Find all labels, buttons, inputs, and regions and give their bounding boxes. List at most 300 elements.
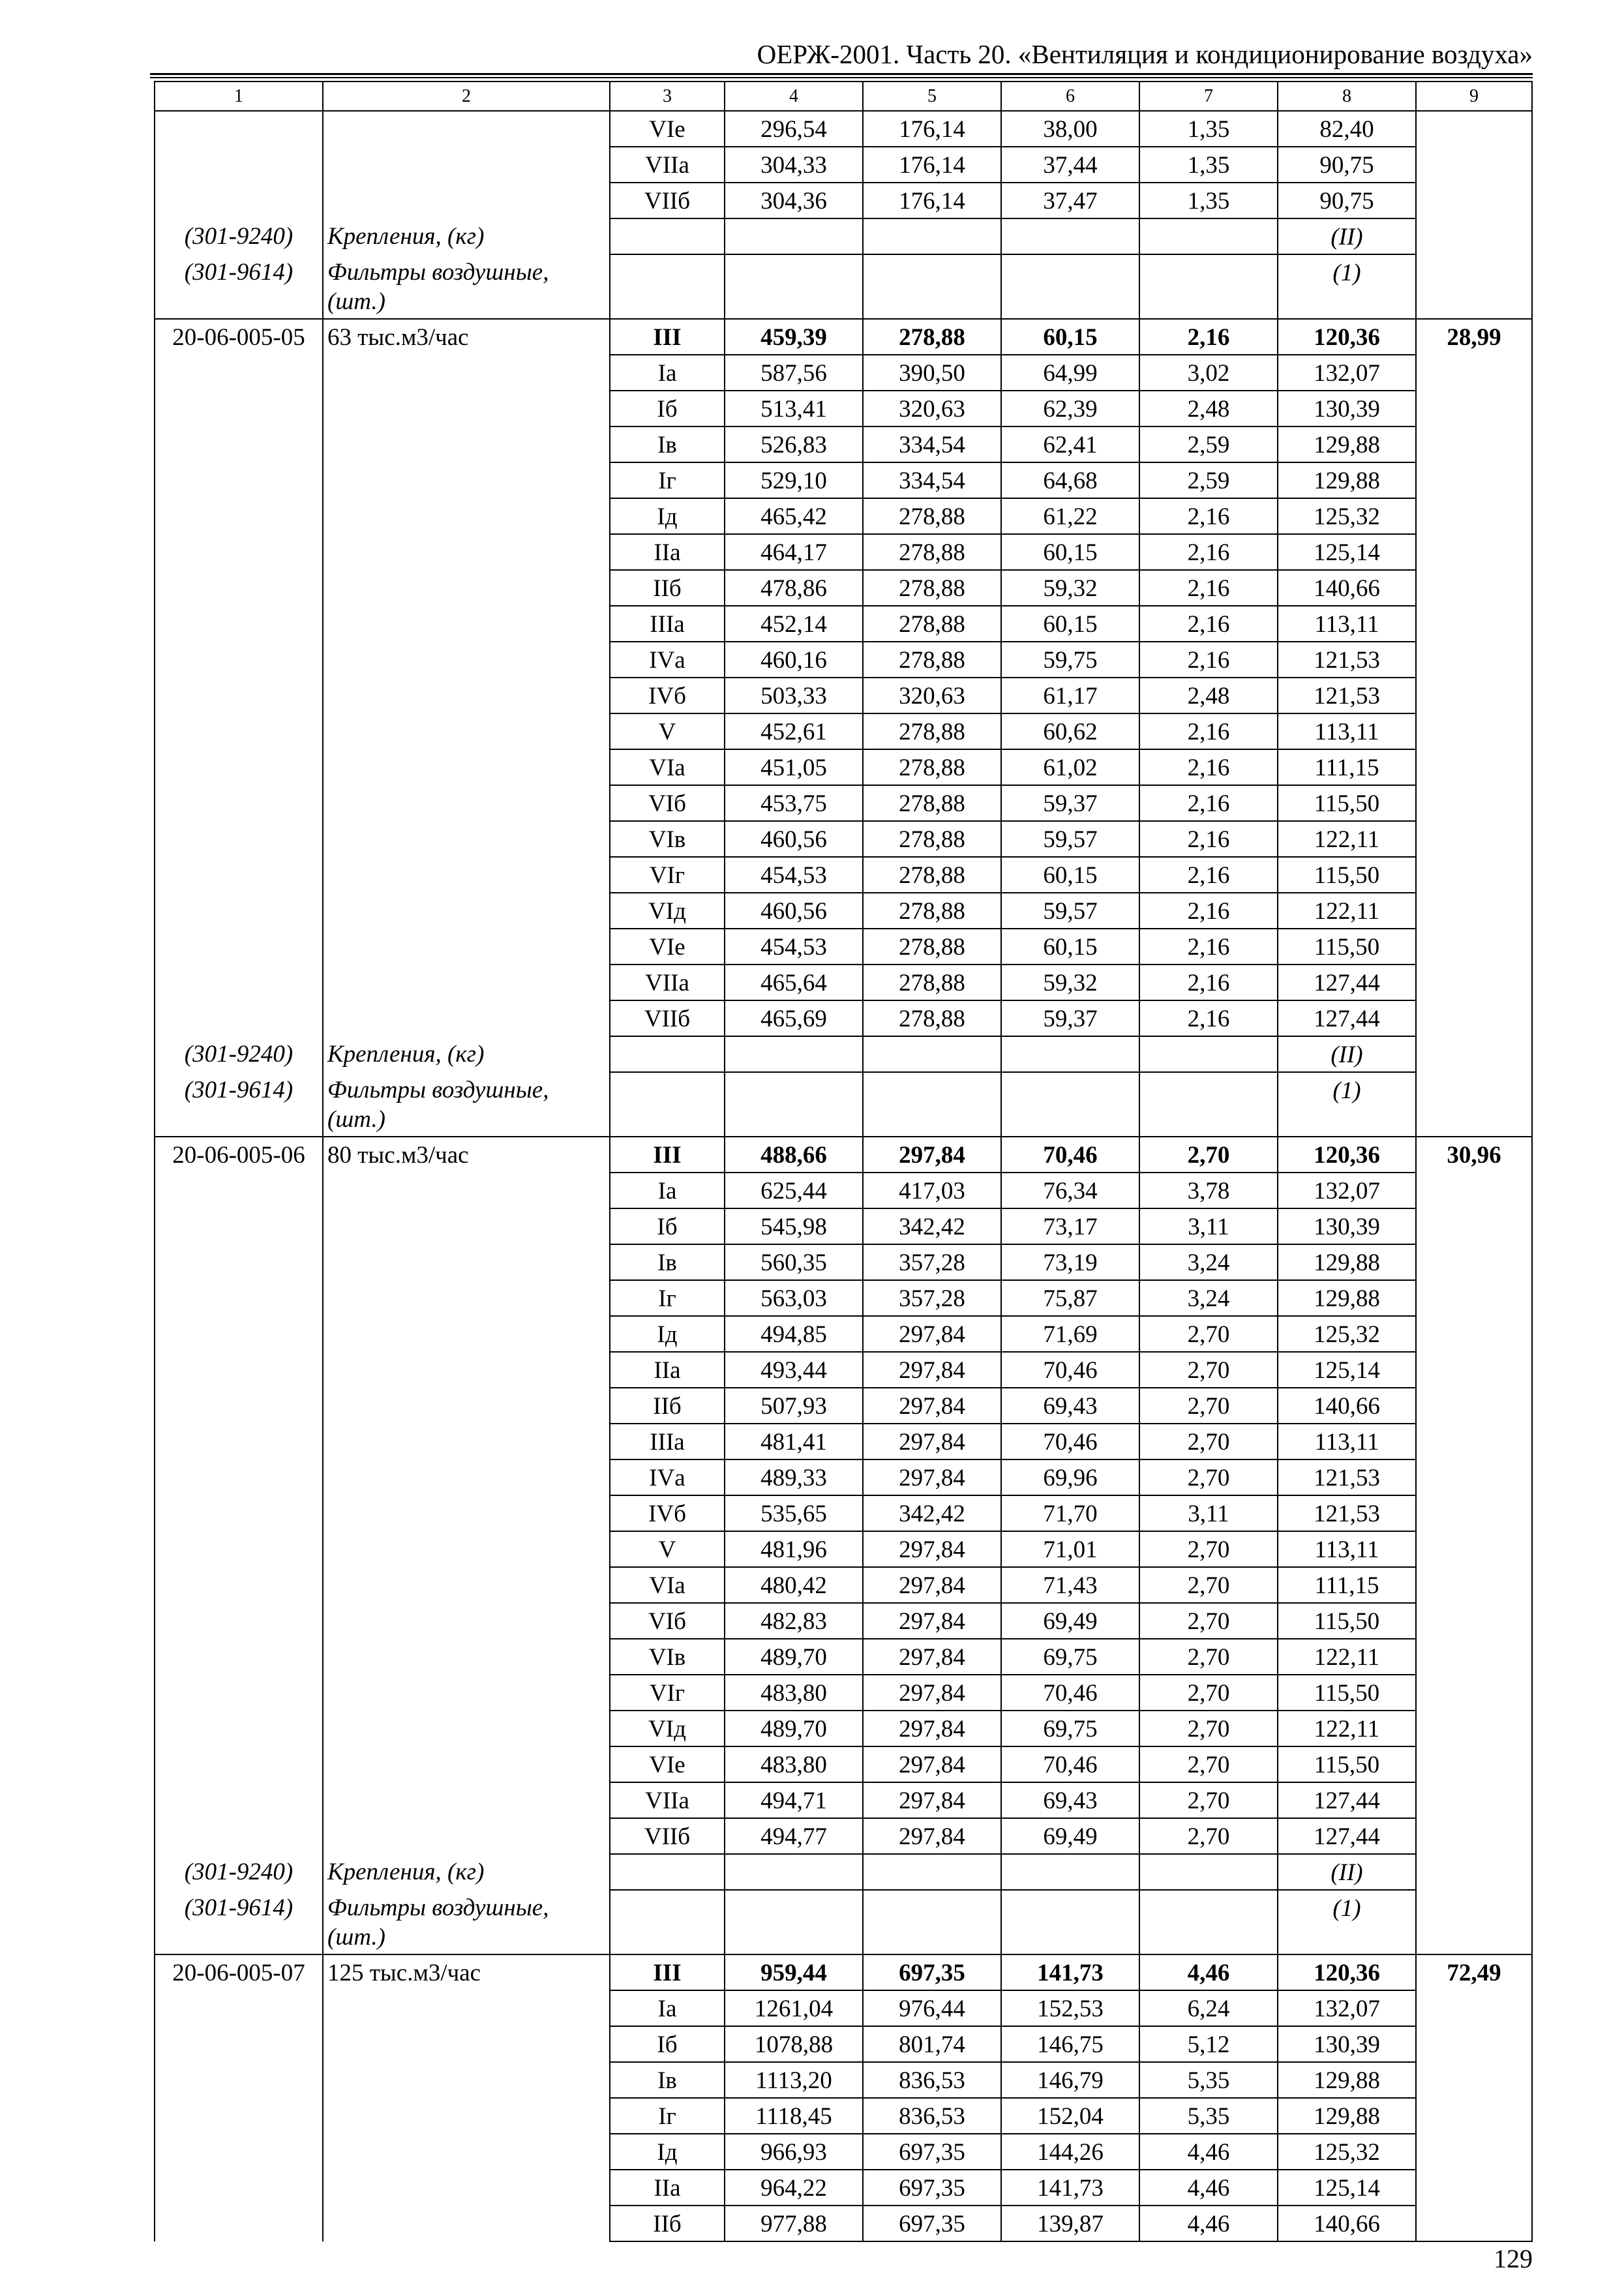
value-cell: 115,50: [1278, 785, 1416, 821]
value-cell: 2,16: [1139, 749, 1278, 785]
value-cell: 61,22: [1001, 498, 1139, 534]
zone-cell: VIIб: [610, 183, 725, 218]
value-cell: 2,70: [1139, 1352, 1278, 1388]
value-cell: 452,61: [725, 713, 863, 749]
value-cell: 2,48: [1139, 678, 1278, 713]
value-cell: 71,70: [1001, 1495, 1139, 1531]
value-cell: 5,35: [1139, 2062, 1278, 2098]
value-cell: 113,11: [1278, 606, 1416, 642]
value-cell: 297,84: [863, 1782, 1001, 1818]
value-cell: 59,32: [1001, 965, 1139, 1000]
value-cell: 836,53: [863, 2098, 1001, 2134]
resource-row: [155, 218, 1532, 254]
value-cell: 38,00: [1001, 111, 1139, 147]
value-cell: 64,68: [1001, 462, 1139, 498]
value-cell: 482,83: [725, 1603, 863, 1639]
value-cell: 464,17: [725, 534, 863, 570]
zone-cell: III: [610, 1954, 725, 1990]
value-cell: 1,35: [1139, 183, 1278, 218]
column-number-row: [155, 82, 1532, 111]
value-cell: 587,56: [725, 355, 863, 391]
zone-cell: IIа: [610, 534, 725, 570]
value-cell: 73,19: [1001, 1244, 1139, 1280]
value-cell: 977,88: [725, 2206, 863, 2241]
value-cell: 489,70: [725, 1639, 863, 1675]
value-cell: 2,16: [1139, 606, 1278, 642]
table-row: [155, 319, 1532, 355]
value-cell: 122,11: [1278, 1711, 1416, 1746]
value-cell: 59,37: [1001, 1000, 1139, 1036]
value-cell: 2,70: [1139, 1746, 1278, 1782]
resource-code: (301-9240): [155, 1036, 323, 1072]
empty-cell: [1001, 254, 1139, 319]
value-cell: 1261,04: [725, 1990, 863, 2026]
value-cell: 976,44: [863, 1990, 1001, 2026]
value-cell: 59,32: [1001, 570, 1139, 606]
zone-cell: VIIб: [610, 1000, 725, 1036]
table-row: [155, 111, 1532, 147]
value-cell: 125,32: [1278, 1316, 1416, 1352]
value-cell: 801,74: [863, 2026, 1001, 2062]
value-cell: 278,88: [863, 929, 1001, 965]
zone-cell: IVа: [610, 1459, 725, 1495]
value-cell: 75,87: [1001, 1280, 1139, 1316]
value-cell: 111,15: [1278, 1567, 1416, 1603]
value-cell: 125,32: [1278, 498, 1416, 534]
zone-cell: VIв: [610, 821, 725, 857]
empty-cell: [610, 1854, 725, 1890]
value-cell: 3,11: [1139, 1208, 1278, 1244]
value-cell: 526,83: [725, 426, 863, 462]
zone-cell: VIIа: [610, 147, 725, 183]
value-cell: 152,04: [1001, 2098, 1139, 2134]
labor-cost: 30,96: [1416, 1137, 1532, 1954]
value-cell: 278,88: [863, 785, 1001, 821]
header-rule-thin: [150, 77, 1533, 78]
zone-cell: VIб: [610, 1603, 725, 1639]
value-cell: 140,66: [1278, 2206, 1416, 2241]
value-cell: 69,75: [1001, 1639, 1139, 1675]
value-cell: 70,46: [1001, 1352, 1139, 1388]
column-number: 1: [155, 82, 323, 111]
value-cell: 697,35: [863, 2170, 1001, 2206]
empty-cell: [610, 1072, 725, 1137]
zone-cell: Iа: [610, 1173, 725, 1208]
value-cell: 2,70: [1139, 1818, 1278, 1854]
value-cell: 129,88: [1278, 426, 1416, 462]
value-cell: 176,14: [863, 111, 1001, 147]
zone-cell: VIе: [610, 1746, 725, 1782]
name-cell: [323, 111, 610, 218]
resource-row: [155, 1036, 1532, 1072]
zone-cell: Iб: [610, 1208, 725, 1244]
empty-cell: [725, 1036, 863, 1072]
zone-cell: IIб: [610, 570, 725, 606]
value-cell: 121,53: [1278, 1459, 1416, 1495]
value-cell: 70,46: [1001, 1675, 1139, 1711]
value-cell: 73,17: [1001, 1208, 1139, 1244]
value-cell: 297,84: [863, 1639, 1001, 1675]
value-cell: 2,70: [1139, 1316, 1278, 1352]
value-cell: 115,50: [1278, 1675, 1416, 1711]
rate-code: 20-06-005-07: [155, 1954, 323, 2241]
value-cell: 61,02: [1001, 749, 1139, 785]
empty-cell: [863, 1036, 1001, 1072]
value-cell: 146,75: [1001, 2026, 1139, 2062]
value-cell: 113,11: [1278, 1424, 1416, 1459]
value-cell: 1,35: [1139, 147, 1278, 183]
code-cell: [155, 111, 323, 218]
value-cell: 278,88: [863, 642, 1001, 678]
value-cell: 2,16: [1139, 498, 1278, 534]
value-cell: 129,88: [1278, 462, 1416, 498]
value-cell: 483,80: [725, 1675, 863, 1711]
value-cell: 5,12: [1139, 2026, 1278, 2062]
value-cell: 60,15: [1001, 929, 1139, 965]
zone-cell: IVа: [610, 642, 725, 678]
value-cell: 82,40: [1278, 111, 1416, 147]
value-cell: 115,50: [1278, 857, 1416, 893]
value-cell: 535,65: [725, 1495, 863, 1531]
value-cell: 125,14: [1278, 1352, 1416, 1388]
value-cell: 2,16: [1139, 785, 1278, 821]
rate-code: 20-06-005-06: [155, 1137, 323, 1854]
zone-cell: Iа: [610, 355, 725, 391]
value-cell: 454,53: [725, 857, 863, 893]
value-cell: 4,46: [1139, 2170, 1278, 2206]
value-cell: 278,88: [863, 821, 1001, 857]
value-cell: 297,84: [863, 1424, 1001, 1459]
value-cell: 69,49: [1001, 1603, 1139, 1639]
value-cell: 2,70: [1139, 1639, 1278, 1675]
empty-cell: [1139, 1854, 1278, 1890]
value-cell: 3,24: [1139, 1244, 1278, 1280]
value-cell: 2,70: [1139, 1459, 1278, 1495]
empty-cell: [1001, 218, 1139, 254]
empty-cell: [863, 1890, 1001, 1954]
value-cell: 2,70: [1139, 1567, 1278, 1603]
empty-cell: [1001, 1072, 1139, 1137]
value-cell: 4,46: [1139, 2206, 1278, 2241]
value-cell: 297,84: [863, 1531, 1001, 1567]
value-cell: 113,11: [1278, 1531, 1416, 1567]
value-cell: 278,88: [863, 1000, 1001, 1036]
value-cell: 1078,88: [725, 2026, 863, 2062]
value-cell: 37,47: [1001, 183, 1139, 218]
zone-cell: VIа: [610, 749, 725, 785]
value-cell: 2,70: [1139, 1531, 1278, 1567]
value-cell: 121,53: [1278, 642, 1416, 678]
value-cell: 59,37: [1001, 785, 1139, 821]
value-cell: 481,96: [725, 1531, 863, 1567]
value-cell: 4,46: [1139, 2134, 1278, 2170]
value-cell: 1118,45: [725, 2098, 863, 2134]
zone-cell: III: [610, 319, 725, 355]
value-cell: 390,50: [863, 355, 1001, 391]
total-cell: [1416, 111, 1532, 319]
header-rule: [150, 73, 1533, 75]
value-cell: 69,43: [1001, 1388, 1139, 1424]
value-cell: 320,63: [863, 391, 1001, 426]
zone-cell: Iа: [610, 1990, 725, 2026]
value-cell: 60,15: [1001, 857, 1139, 893]
value-cell: 966,93: [725, 2134, 863, 2170]
resource-value: (1): [1278, 1072, 1416, 1137]
value-cell: 2,70: [1139, 1711, 1278, 1746]
value-cell: 129,88: [1278, 2062, 1416, 2098]
value-cell: 129,88: [1278, 1280, 1416, 1316]
value-cell: 152,53: [1001, 1990, 1139, 2026]
zone-cell: VIа: [610, 1567, 725, 1603]
value-cell: 127,44: [1278, 1782, 1416, 1818]
value-cell: 125,32: [1278, 2134, 1416, 2170]
value-cell: 454,53: [725, 929, 863, 965]
value-cell: 697,35: [863, 2134, 1001, 2170]
value-cell: 176,14: [863, 147, 1001, 183]
value-cell: 113,11: [1278, 713, 1416, 749]
resource-code: (301-9614): [155, 254, 323, 319]
resource-name: Фильтры воздушные, (шт.): [323, 254, 610, 319]
empty-cell: [1001, 1036, 1139, 1072]
value-cell: 297,84: [863, 1316, 1001, 1352]
empty-cell: [610, 218, 725, 254]
empty-cell: [725, 218, 863, 254]
value-cell: 278,88: [863, 606, 1001, 642]
value-cell: 2,59: [1139, 426, 1278, 462]
empty-cell: [610, 1036, 725, 1072]
value-cell: 70,46: [1001, 1137, 1139, 1173]
value-cell: 121,53: [1278, 678, 1416, 713]
value-cell: 342,42: [863, 1208, 1001, 1244]
zone-cell: IIа: [610, 1352, 725, 1388]
empty-cell: [863, 218, 1001, 254]
value-cell: 125,14: [1278, 534, 1416, 570]
value-cell: 59,57: [1001, 821, 1139, 857]
value-cell: 489,70: [725, 1711, 863, 1746]
column-number: 6: [1001, 82, 1139, 111]
value-cell: 140,66: [1278, 1388, 1416, 1424]
value-cell: 304,33: [725, 147, 863, 183]
value-cell: 141,73: [1001, 2170, 1139, 2206]
zone-cell: IIIа: [610, 1424, 725, 1459]
value-cell: 964,22: [725, 2170, 863, 2206]
zone-cell: IIIа: [610, 606, 725, 642]
value-cell: 2,16: [1139, 713, 1278, 749]
zone-cell: VIе: [610, 111, 725, 147]
column-number: 9: [1416, 82, 1532, 111]
empty-cell: [1001, 1854, 1139, 1890]
resource-code: (301-9614): [155, 1890, 323, 1954]
zone-cell: V: [610, 1531, 725, 1567]
value-cell: 481,41: [725, 1424, 863, 1459]
value-cell: 357,28: [863, 1244, 1001, 1280]
value-cell: 297,84: [863, 1603, 1001, 1639]
value-cell: 125,14: [1278, 2170, 1416, 2206]
value-cell: 1113,20: [725, 2062, 863, 2098]
resource-value: (II): [1278, 1854, 1416, 1890]
labor-cost: 72,49: [1416, 1954, 1532, 2241]
empty-cell: [725, 1072, 863, 1137]
resource-name: Крепления, (кг): [323, 1854, 610, 1890]
empty-cell: [1139, 254, 1278, 319]
value-cell: 2,70: [1139, 1137, 1278, 1173]
value-cell: 2,70: [1139, 1782, 1278, 1818]
resource-code: (301-9240): [155, 1854, 323, 1890]
column-number: 3: [610, 82, 725, 111]
empty-cell: [610, 1890, 725, 1954]
value-cell: 459,39: [725, 319, 863, 355]
value-cell: 64,99: [1001, 355, 1139, 391]
value-cell: 836,53: [863, 2062, 1001, 2098]
resource-row: [155, 254, 1532, 319]
value-cell: 2,16: [1139, 642, 1278, 678]
table-body: [155, 82, 1532, 2241]
value-cell: 2,16: [1139, 857, 1278, 893]
resource-row: [155, 1072, 1532, 1137]
column-number: 7: [1139, 82, 1278, 111]
value-cell: 3,24: [1139, 1280, 1278, 1316]
value-cell: 130,39: [1278, 2026, 1416, 2062]
value-cell: 697,35: [863, 1954, 1001, 1990]
value-cell: 460,56: [725, 893, 863, 929]
value-cell: 297,84: [863, 1459, 1001, 1495]
value-cell: 127,44: [1278, 1000, 1416, 1036]
zone-cell: Iг: [610, 462, 725, 498]
value-cell: 465,64: [725, 965, 863, 1000]
value-cell: 493,44: [725, 1352, 863, 1388]
value-cell: 3,11: [1139, 1495, 1278, 1531]
value-cell: 2,48: [1139, 391, 1278, 426]
value-cell: 488,66: [725, 1137, 863, 1173]
resource-name: Крепления, (кг): [323, 1036, 610, 1072]
value-cell: 70,46: [1001, 1746, 1139, 1782]
empty-cell: [725, 1854, 863, 1890]
value-cell: 115,50: [1278, 929, 1416, 965]
value-cell: 90,75: [1278, 147, 1416, 183]
value-cell: 2,16: [1139, 965, 1278, 1000]
value-cell: 176,14: [863, 183, 1001, 218]
value-cell: 60,15: [1001, 606, 1139, 642]
value-cell: 69,49: [1001, 1818, 1139, 1854]
value-cell: 563,03: [725, 1280, 863, 1316]
value-cell: 513,41: [725, 391, 863, 426]
value-cell: 507,93: [725, 1388, 863, 1424]
value-cell: 304,36: [725, 183, 863, 218]
value-cell: 70,46: [1001, 1424, 1139, 1459]
value-cell: 3,02: [1139, 355, 1278, 391]
zone-cell: Iб: [610, 2026, 725, 2062]
value-cell: 320,63: [863, 678, 1001, 713]
value-cell: 146,79: [1001, 2062, 1139, 2098]
value-cell: 560,35: [725, 1244, 863, 1280]
labor-cost: 28,99: [1416, 319, 1532, 1137]
value-cell: 2,16: [1139, 570, 1278, 606]
zone-cell: VIIа: [610, 1782, 725, 1818]
value-cell: 4,46: [1139, 1954, 1278, 1990]
zone-cell: VIIб: [610, 1818, 725, 1854]
value-cell: 278,88: [863, 534, 1001, 570]
value-cell: 417,03: [863, 1173, 1001, 1208]
value-cell: 959,44: [725, 1954, 863, 1990]
resource-code: (301-9614): [155, 1072, 323, 1137]
value-cell: 60,15: [1001, 534, 1139, 570]
value-cell: 90,75: [1278, 183, 1416, 218]
value-cell: 62,41: [1001, 426, 1139, 462]
value-cell: 278,88: [863, 319, 1001, 355]
value-cell: 297,84: [863, 1675, 1001, 1711]
resource-row: [155, 1854, 1532, 1890]
value-cell: 111,15: [1278, 749, 1416, 785]
value-cell: 62,39: [1001, 391, 1139, 426]
zone-cell: VIг: [610, 1675, 725, 1711]
value-cell: 129,88: [1278, 2098, 1416, 2134]
empty-cell: [725, 1890, 863, 1954]
value-cell: 127,44: [1278, 1818, 1416, 1854]
zone-cell: VIIа: [610, 965, 725, 1000]
resource-value: (1): [1278, 254, 1416, 319]
zone-cell: Iв: [610, 426, 725, 462]
value-cell: 60,15: [1001, 319, 1139, 355]
value-cell: 122,11: [1278, 893, 1416, 929]
zone-cell: Iд: [610, 498, 725, 534]
value-cell: 494,71: [725, 1782, 863, 1818]
value-cell: 297,84: [863, 1352, 1001, 1388]
value-cell: 697,35: [863, 2206, 1001, 2241]
value-cell: 1,35: [1139, 111, 1278, 147]
resource-code: (301-9240): [155, 218, 323, 254]
zone-cell: Iв: [610, 2062, 725, 2098]
empty-cell: [725, 254, 863, 319]
price-table: [154, 81, 1533, 2242]
zone-cell: IVб: [610, 1495, 725, 1531]
value-cell: 2,16: [1139, 319, 1278, 355]
zone-cell: VIд: [610, 1711, 725, 1746]
resource-name: Фильтры воздушные, (шт.): [323, 1890, 610, 1954]
value-cell: 478,86: [725, 570, 863, 606]
value-cell: 625,44: [725, 1173, 863, 1208]
table-row: [155, 1137, 1532, 1173]
value-cell: 483,80: [725, 1746, 863, 1782]
value-cell: 120,36: [1278, 1137, 1416, 1173]
value-cell: 130,39: [1278, 391, 1416, 426]
value-cell: 465,42: [725, 498, 863, 534]
zone-cell: Iг: [610, 1280, 725, 1316]
value-cell: 494,85: [725, 1316, 863, 1352]
value-cell: 529,10: [725, 462, 863, 498]
empty-cell: [610, 254, 725, 319]
resource-name: Крепления, (кг): [323, 218, 610, 254]
value-cell: 278,88: [863, 498, 1001, 534]
zone-cell: VIе: [610, 929, 725, 965]
value-cell: 61,17: [1001, 678, 1139, 713]
value-cell: 452,14: [725, 606, 863, 642]
value-cell: 6,24: [1139, 1990, 1278, 2026]
zone-cell: Iв: [610, 1244, 725, 1280]
rate-name: 80 тыс.м3/час: [323, 1137, 610, 1854]
value-cell: 115,50: [1278, 1603, 1416, 1639]
value-cell: 71,69: [1001, 1316, 1139, 1352]
value-cell: 2,70: [1139, 1603, 1278, 1639]
empty-cell: [863, 254, 1001, 319]
column-number: 4: [725, 82, 863, 111]
value-cell: 278,88: [863, 749, 1001, 785]
zone-cell: Iд: [610, 1316, 725, 1352]
value-cell: 140,66: [1278, 570, 1416, 606]
value-cell: 122,11: [1278, 821, 1416, 857]
value-cell: 2,59: [1139, 462, 1278, 498]
zone-cell: IIа: [610, 2170, 725, 2206]
resource-name: Фильтры воздушные, (шт.): [323, 1072, 610, 1137]
